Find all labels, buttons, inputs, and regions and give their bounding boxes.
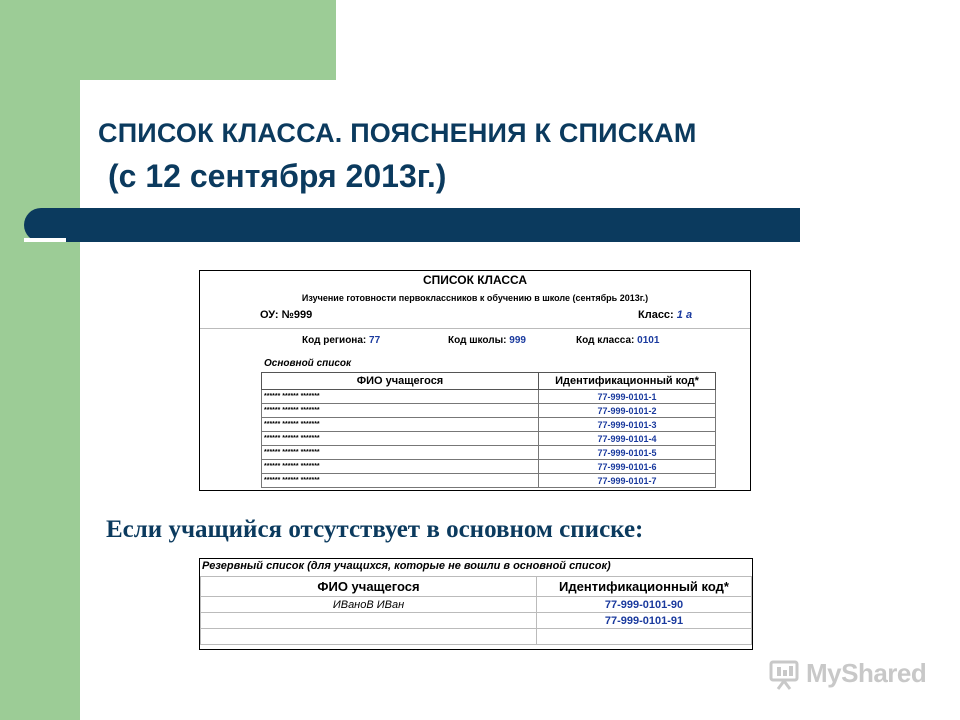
main-list-label: Основной список bbox=[264, 358, 352, 369]
table-row bbox=[262, 404, 716, 418]
green-top-block bbox=[0, 0, 336, 80]
class-value: 1 а bbox=[676, 309, 693, 321]
student-code-cell: 77-999-0101-90 bbox=[537, 597, 752, 613]
school-code-label: Код школы: bbox=[448, 335, 510, 346]
region-code-value: 77 bbox=[369, 335, 381, 346]
class-field bbox=[638, 309, 692, 321]
class-code-value: 0101 bbox=[637, 335, 660, 346]
class-code-field bbox=[576, 335, 659, 346]
column-header-name: ФИО учащегося bbox=[201, 577, 537, 597]
student-code-cell: 77-999-0101-3 bbox=[539, 418, 716, 432]
document-subtitle: Изучение готовности первоклассников к обучению в школе (сентябрь 2013г.) bbox=[301, 293, 649, 303]
ou-label: ОУ: bbox=[260, 309, 282, 321]
table-row bbox=[201, 629, 752, 645]
student-code-cell: 77-999-0101-4 bbox=[539, 432, 716, 446]
column-header-code: Идентификационный код* bbox=[537, 577, 752, 597]
region-code-field bbox=[302, 335, 380, 346]
table-row bbox=[201, 613, 752, 629]
document-divider bbox=[200, 328, 750, 329]
slide-title-line1: СПИСОК КЛАССА. ПОЯСНЕНИЯ К СПИСКАМ bbox=[98, 118, 697, 148]
presentation-board-icon bbox=[768, 658, 802, 692]
title-divider-bar bbox=[24, 208, 800, 242]
table-row bbox=[201, 597, 752, 613]
student-code-cell: 77-999-0101-5 bbox=[539, 446, 716, 460]
reserve-list-document bbox=[199, 558, 753, 650]
student-name-cell bbox=[201, 629, 537, 645]
student-name-cell bbox=[201, 613, 537, 629]
ou-value: №999 bbox=[281, 309, 313, 321]
student-code-cell: 77-999-0101-91 bbox=[537, 613, 752, 629]
student-name-cell: ИВаноВ ИВан bbox=[201, 597, 537, 613]
reserve-list-table bbox=[200, 576, 752, 645]
reserve-explanation-heading: Если учащийся отсутствует в основном списке: bbox=[106, 516, 644, 543]
student-name-cell: ****** ****** ******* bbox=[262, 404, 539, 418]
student-name-cell: ****** ****** ******* bbox=[262, 418, 539, 432]
region-code-label: Код региона: bbox=[302, 335, 370, 346]
student-code-cell: 77-999-0101-6 bbox=[539, 460, 716, 474]
student-name-cell: ****** ****** ******* bbox=[262, 432, 539, 446]
reserve-list-title: Резервный список (для учащихся, которые не вошли в основной список) bbox=[202, 560, 611, 572]
school-code-value: 999 bbox=[509, 335, 526, 346]
ou-field bbox=[260, 309, 312, 321]
document-title: СПИСОК КЛАССА bbox=[422, 273, 528, 287]
student-name-cell: ****** ****** ******* bbox=[262, 474, 539, 488]
myshared-watermark bbox=[768, 658, 928, 694]
table-row bbox=[262, 460, 716, 474]
table-header-row bbox=[262, 373, 716, 390]
student-code-cell: 77-999-0101-7 bbox=[539, 474, 716, 488]
watermark-text: MyShared bbox=[806, 658, 927, 688]
column-header-code: Идентификационный код* bbox=[539, 373, 716, 390]
table-row bbox=[262, 418, 716, 432]
table-header-row bbox=[201, 577, 752, 597]
student-code-cell bbox=[537, 629, 752, 645]
green-side-strip bbox=[0, 0, 80, 720]
table-row bbox=[262, 446, 716, 460]
table-row bbox=[262, 390, 716, 404]
column-header-name: ФИО учащегося bbox=[262, 373, 539, 390]
student-name-cell: ****** ****** ******* bbox=[262, 460, 539, 474]
main-list-table bbox=[261, 372, 716, 488]
school-code-field bbox=[448, 335, 526, 346]
student-name-cell: ****** ****** ******* bbox=[262, 446, 539, 460]
student-name-cell: ****** ****** ******* bbox=[262, 390, 539, 404]
class-list-document bbox=[199, 270, 751, 491]
divider-bar-notch bbox=[24, 238, 66, 242]
student-code-cell: 77-999-0101-1 bbox=[539, 390, 716, 404]
slide-title-line2: (с 12 сентября 2013г.) bbox=[108, 158, 447, 194]
table-row bbox=[262, 474, 716, 488]
student-code-cell: 77-999-0101-2 bbox=[539, 404, 716, 418]
class-code-label: Код класса: bbox=[576, 335, 638, 346]
class-label: Класс: bbox=[638, 309, 677, 321]
table-row bbox=[262, 432, 716, 446]
